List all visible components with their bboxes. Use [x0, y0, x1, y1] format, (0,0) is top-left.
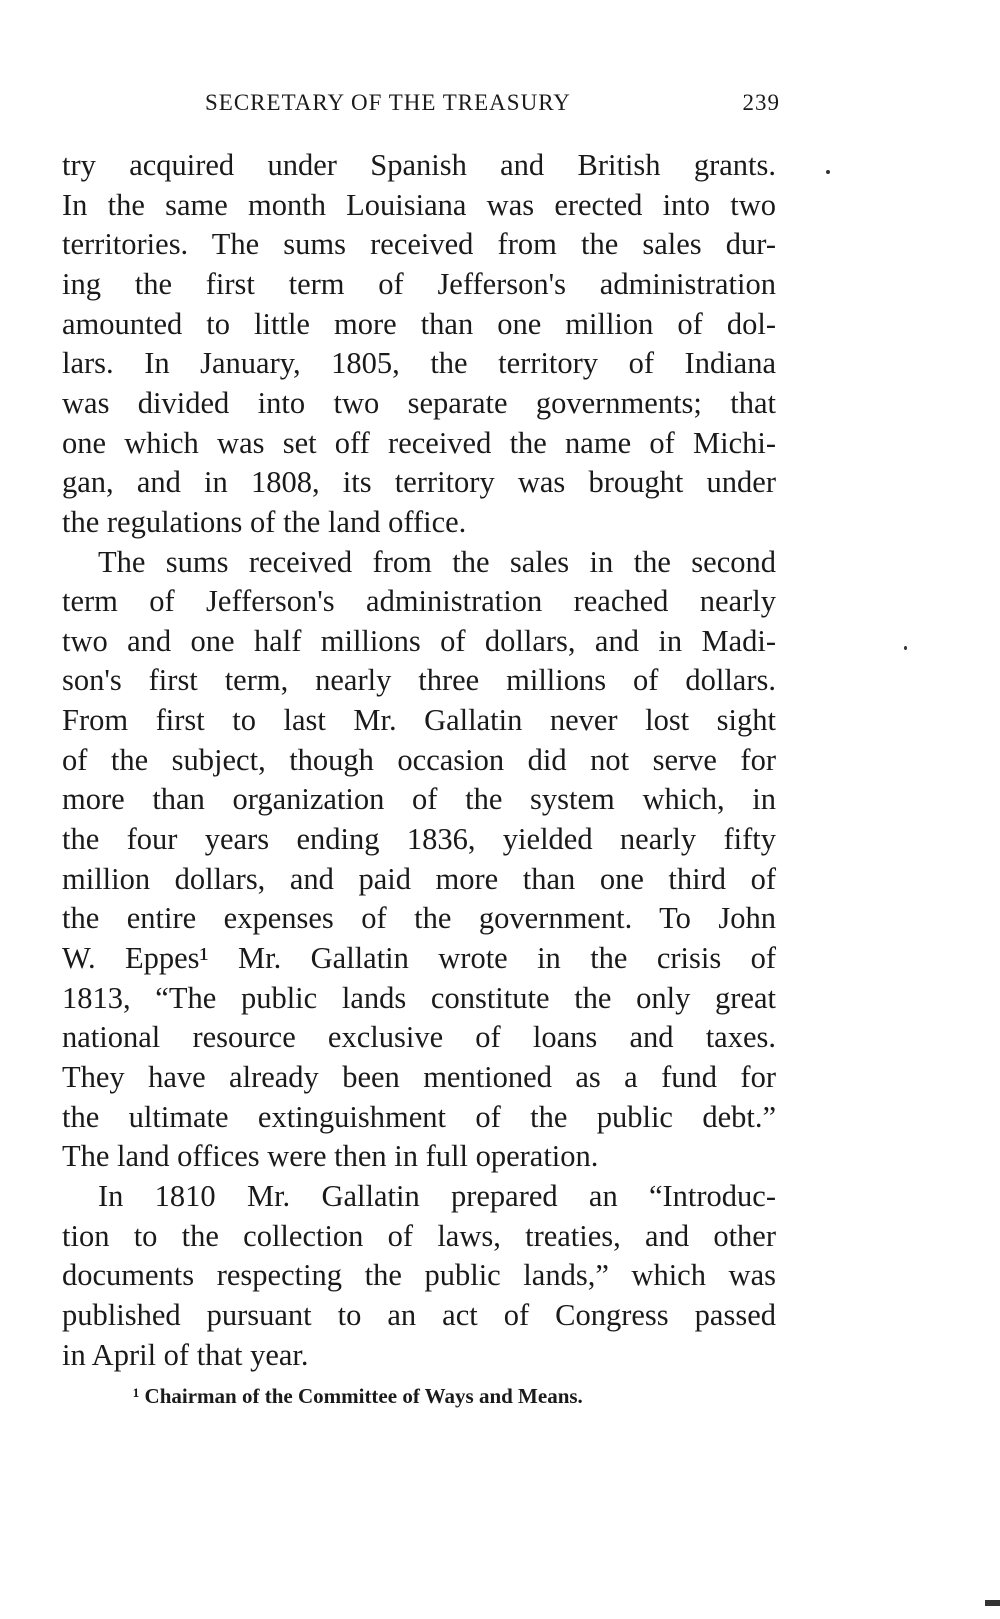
text-line: The land offices were then in full operation. [62, 1139, 599, 1174]
scan-speck [826, 170, 830, 174]
text-line: the four years ending 1836, yielded nearly fifty [62, 822, 776, 857]
text-line: the entire expenses of the government. To John [62, 901, 776, 936]
text-line: They have already been mentioned as a fund for [62, 1059, 776, 1094]
text-line: territories. The sums received from the sales dur- [62, 227, 776, 262]
scan-speck [904, 646, 907, 650]
running-title: SECRETARY OF THE TREASURY [205, 90, 571, 115]
text-line: the regulations of the land office. [62, 504, 467, 539]
text-line: million dollars, and paid more than one third of [62, 861, 776, 896]
text-line: in April of that year. [62, 1337, 309, 1372]
text-line: In 1810 Mr. Gallatin prepared an “Introduc- [98, 1178, 776, 1213]
text-line: published pursuant to an act of Congress passed [62, 1297, 776, 1332]
text-line: national resource exclusive of loans and taxes. [62, 1020, 776, 1055]
running-header [205, 90, 780, 124]
text-line: amounted to little more than one million of dol- [62, 306, 776, 341]
text-line: documents respecting the public lands,” which was [62, 1258, 776, 1293]
text-line: ing the first term of Jefferson's administration [62, 266, 776, 301]
scan-speck [985, 1600, 1000, 1606]
text-line: The sums received from the sales in the second [98, 544, 776, 579]
page-number: 239 [742, 90, 780, 115]
text-line: lars. In January, 1805, the territory of Indiana [62, 346, 776, 381]
text-line: From first to last Mr. Gallatin never lost sight [62, 703, 776, 738]
text-line: gan, and in 1808, its territory was brought under [62, 465, 776, 500]
text-line: was divided into two separate governments; that [62, 385, 776, 420]
text-line: son's first term, nearly three millions of dollars. [62, 663, 776, 698]
text-line: two and one half millions of dollars, and in Madi- [62, 623, 776, 658]
text-line: the ultimate extinguishment of the public debt.” [62, 1099, 776, 1134]
text-line: term of Jefferson's administration reached nearly [62, 584, 776, 619]
text-line: of the subject, though occasion did not serve for [62, 742, 776, 777]
text-line: W. Eppes¹ Mr. Gallatin wrote in the crisis of [62, 941, 776, 975]
text-line: try acquired under Spanish and British grants. [62, 148, 776, 182]
text-line: one which was set off received the name of Michi- [62, 425, 776, 460]
text-line: 1813, “The public lands constitute the only great [62, 980, 776, 1015]
text-line: tion to the collection of laws, treaties, and other [62, 1218, 776, 1253]
text-line: more than organization of the system which, in [62, 782, 776, 817]
text-line: In the same month Louisiana was erected into two [62, 187, 776, 222]
footnote: ¹ Chairman of the Committee of Ways and Means. [133, 1384, 583, 1408]
